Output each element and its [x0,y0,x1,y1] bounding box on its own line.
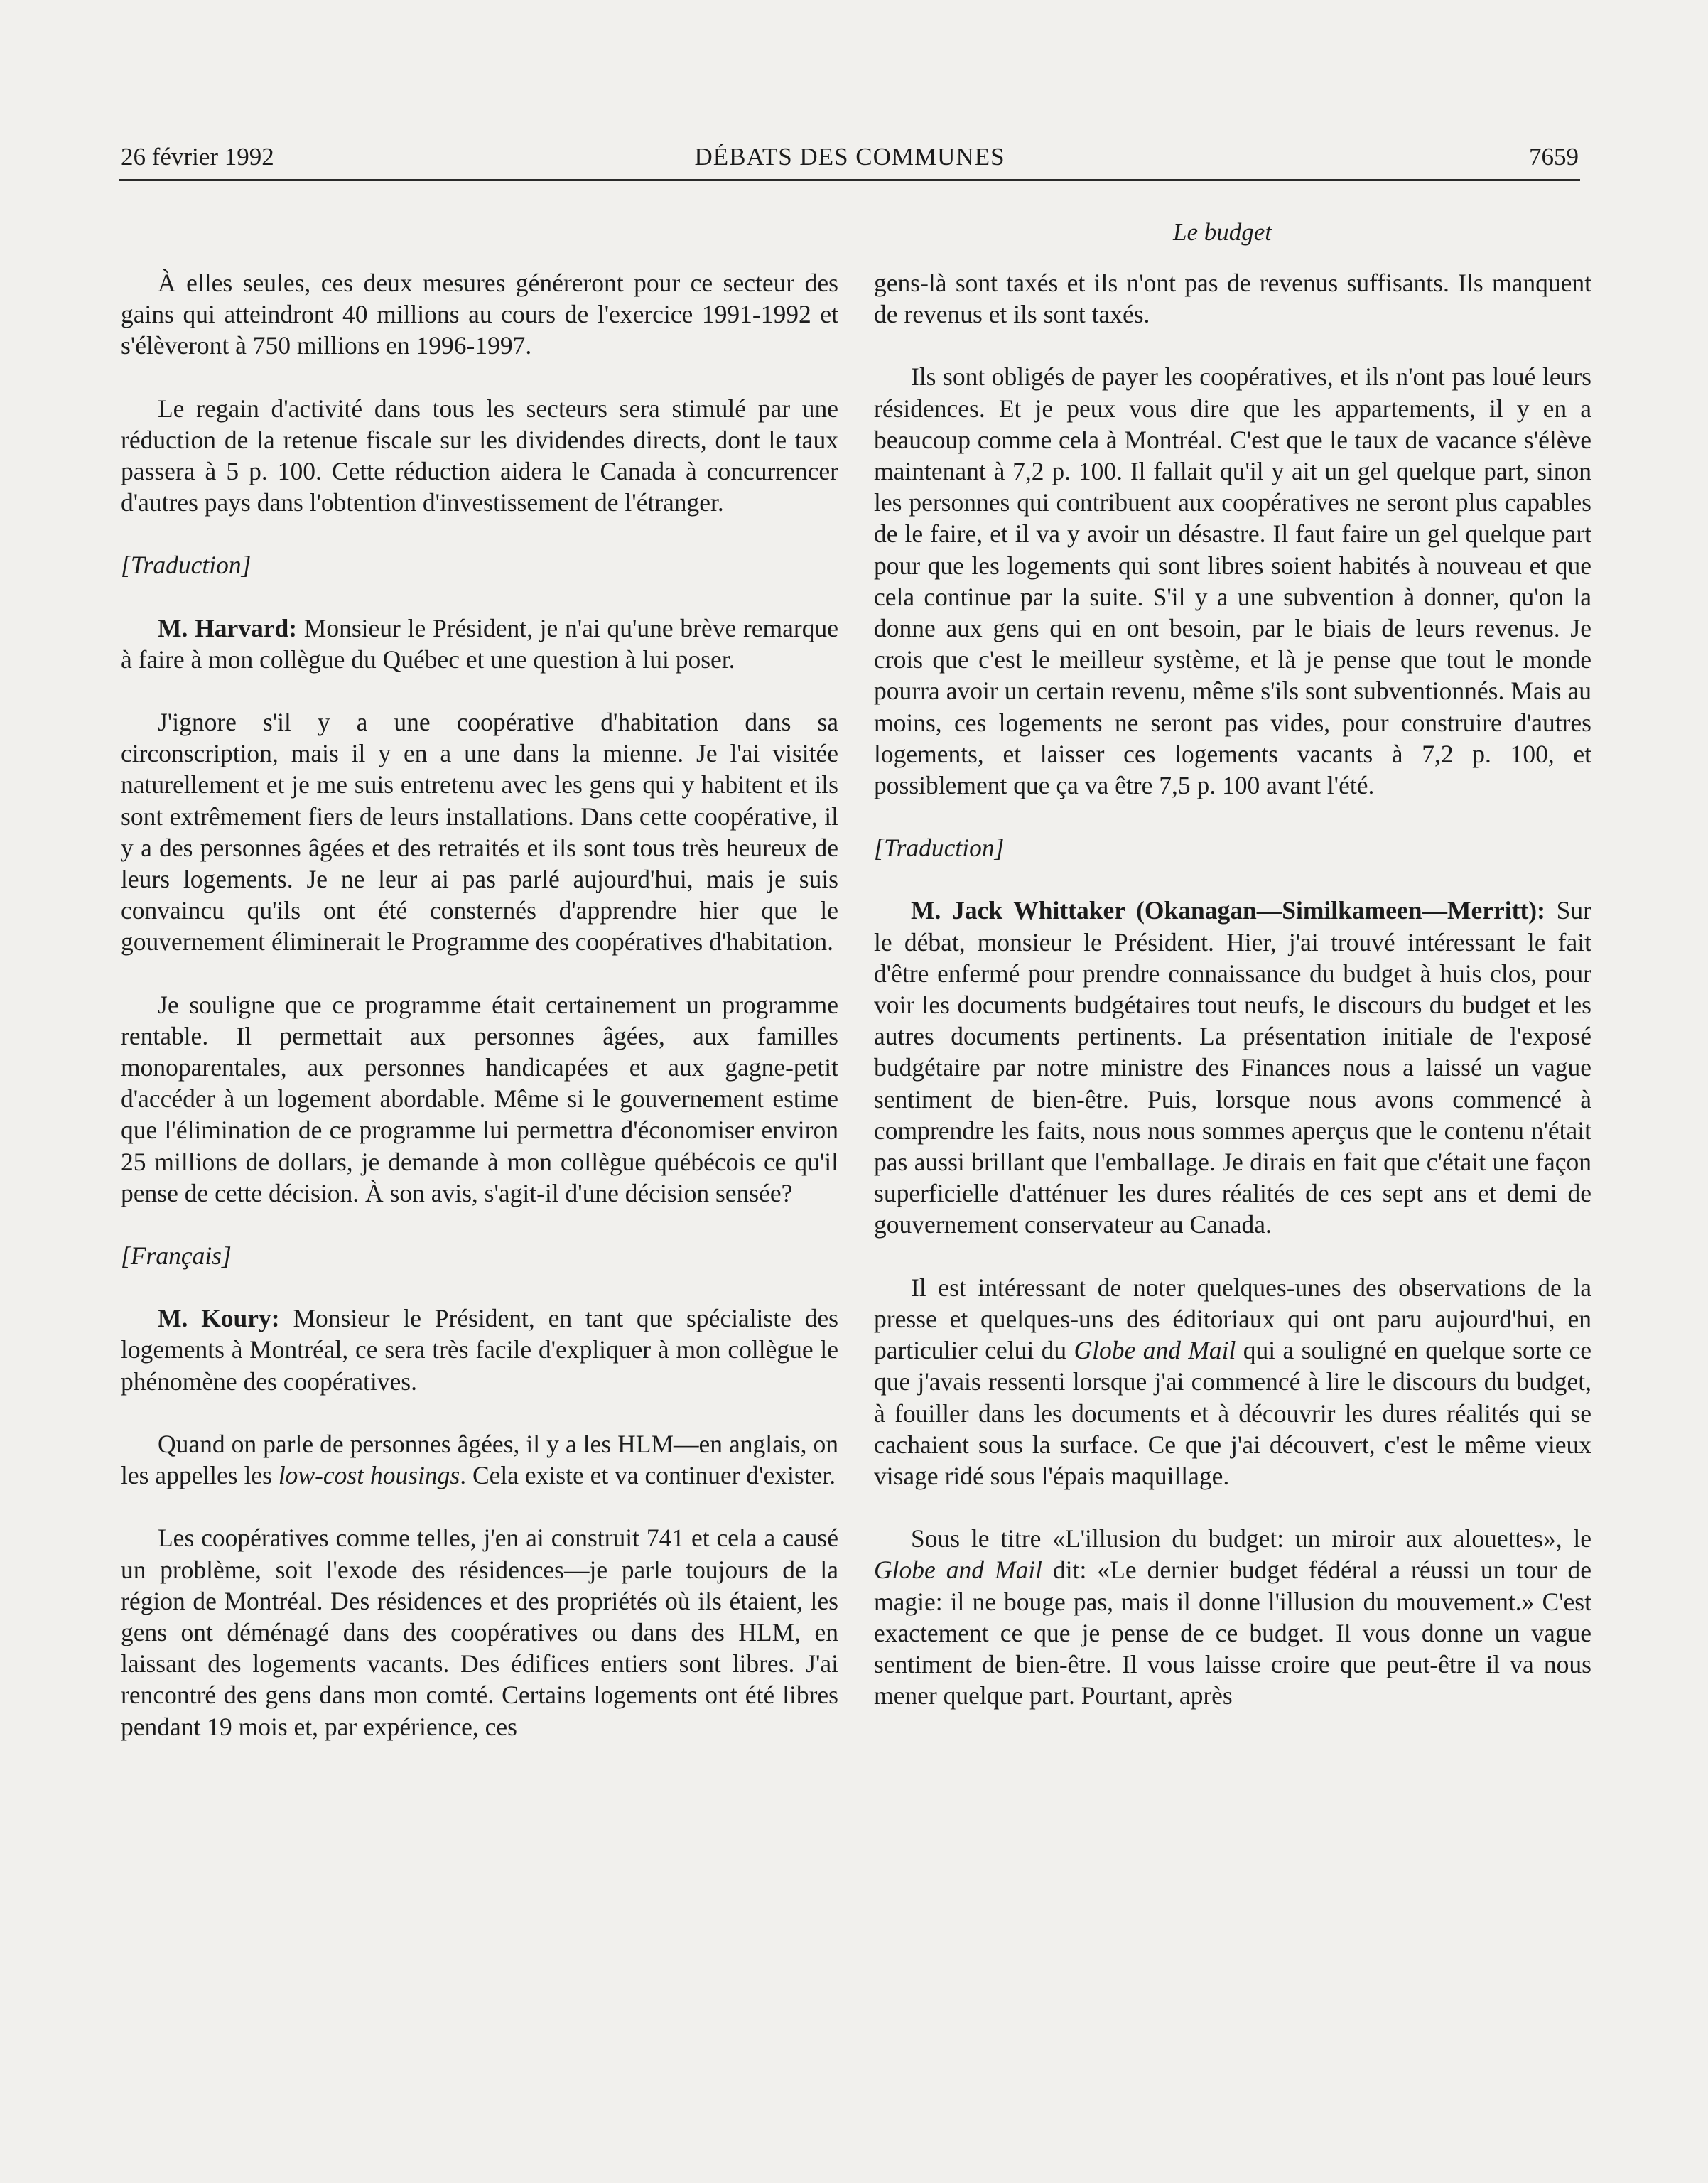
italic-term: Globe and Mail [874,1556,1043,1585]
text-run: Il est intéressant de noter quelques-unes des observations de la presse et quelques-uns des éditoriaux qui ont paru aujourd'hui, en particulier celui du [874,1273,1591,1365]
translation-label: [Traduction] [874,834,1005,863]
paragraph: Les coopératives comme telles, j'en ai construit 741 et cela a causé un problème, soit l'exode des résidences—je parle toujours de la région de Montréal. Des résidences et des propriétés où ils étaient, les gens ont déménagé dans des coopératives ou dans des HLM, en laissant des logements vacants. Des édifices entiers sont libres. J'ai rencontré des gens dans mon comté. Certains logements ont été libres pendant 19 mois et, par expérience, ces [121,1524,838,1741]
paragraph: Je souligne que ce programme était certainement un programme rentable. Il permettait aux personnes âgées, aux familles monoparentales, aux personnes handicapées et aux gagne-petit d'accéder à un logement abordable. Même si le gouvernement estime que l'élimination de ce programme lui permettra d'économiser environ 25 millions de dollars, je demande à mon collègue québécois ce qu'il pense de cette décision. À son avis, s'agit-il d'une décision sensée? [121,990,838,1207]
paragraph: gens-là sont taxés et ils n'ont pas de revenus suffisants. Ils manquent de revenus et ils sont taxés. [874,269,1591,329]
running-header [121,139,1579,175]
speech-text: Monsieur le Président, je n'ai qu'une brève remarque à faire à mon collègue du Québec et une question à lui poser. [121,613,838,674]
text-run: Quand on parle de personnes âgées, il y a les HLM—en anglais, on les appelles les [121,1429,838,1490]
section-title: Le budget [1172,218,1272,246]
text-run: dit: «Le dernier budget fédéral a réussi un tour de magie: il ne bouge pas, mais il donne l'illusion du mouvement.» C'est exactement ce que je pense de ce budget. Il vous donne un vague sentiment de bien-être. Il vous laisse croire que peut-être il va nous mener quelque part. Pourtant, après [874,1556,1592,1710]
right-column [874,267,1591,1711]
speech-text: Sur le débat, monsieur le Président. Hier, j'ai trouvé intéressant le fait d'être enfermé pour prendre connaissance du budget à huis clos, pour voir les documents budgétaires tout neufs, le discours du budget et les autres documents pertinents. La présentation initiale de l'exposé budgétaire par notre ministre des Finances nous a laissé un vague sentiment de bien-être. Puis, lorsque nous avons commencé à comprendre les faits, nous nous sommes aperçus que le contenu n'était pas aussi brillant que l'emballage. Je dirais en fait que c'était une façon superficielle d'atténuer les dures réalités de ces sept ans et demi de gouvernement conservateur au Canada. [874,896,1591,1239]
translation-label: [Français] [121,1241,232,1271]
header-page-number: 7659 [1529,143,1579,171]
italic-term: Globe and Mail [1074,1336,1236,1365]
header-rule [119,179,1580,181]
paragraph: À elles seules, ces deux mesures généreront pour ce secteur des gains qui atteindront 40 millions au cours de l'exercice 1991-1992 et s'élèveront à 750 millions en 1996-1997. [121,269,838,360]
speech-text: Monsieur le Président, en tant que spécialiste des logements à Montréal, ce sera très facile d'expliquer à mon collègue le phénomène des coopératives. [121,1304,838,1396]
italic-term: low-cost housings [278,1461,460,1490]
paragraph [121,613,838,675]
paragraph [874,895,1591,1240]
text-run: qui a souligné en quelque sorte ce que j'avais ressenti lorsque j'ai commencé à lire le discours du budget, à fouiller dans les documents et à découvrir les dures réalités qui se cachaient sous la surface. Ce que j'ai découvert, c'est le même vieux visage ridé sous l'épais maquillage. [874,1336,1591,1490]
paragraph: Ils sont obligés de payer les coopératives, et ils n'ont pas loué leurs résidences. Et je peux vous dire que les appartements, il y en a beaucoup comme cela à Montréal. C'est que le taux de vacance s'élève maintenant à 7,2 p. 100. Il fallait qu'il y ait un gel quelque part, sinon les personnes qui contribuent aux coopératives ne seront plus capables de le faire, et il va y avoir un désastre. Il faut faire un gel quelque part pour que les logements qui sont libres soient habités à nouveau et que cela continue par la suite. S'il y a une subvention à donner, qu'on la donne aux gens qui en ont besoin, par le biais de leurs revenus. Je crois que c'est le meilleur système, et là je pense que tout le monde pourra avoir un certain revenu, même s'ils sont subventionnés. Mais au moins, ces logements ne seront pas vides, pour construire d'autres logements, et laisser ces logements vacants à 7,2 p. 100, et possiblement que ça va être 7,5 p. 100 avant l'été. [874,362,1591,800]
paragraph [874,1272,1591,1492]
speaker-name: M. Koury: [158,1304,280,1333]
left-column [121,267,838,1742]
paragraph: Le regain d'activité dans tous les secteurs sera stimulé par une réduction de la retenue fiscale sur les dividendes directs, dont le taux passera à 5 p. 100. Cette réduction aidera le Canada à concurrencer d'autres pays dans l'obtention d'investissement de l'étranger. [121,394,838,517]
speaker-name: M. Harvard: [158,613,298,642]
translation-label: [Traduction] [121,551,252,580]
text-run: Sous le titre «L'illusion du budget: un miroir aux alouettes», le [911,1524,1591,1553]
paragraph: J'ignore s'il y a une coopérative d'habitation dans sa circonscription, mais il y en a une dans la mienne. Je l'ai visitée naturellement et je me suis entretenu avec les gens qui y habitent et ils sont extrêmement fiers de leurs installations. Dans cette coopérative, il y a des personnes âgées et des retraités et ils sont tous très heureux de leurs logements. Je ne leur ai pas parlé aujourd'hui, mais je suis convaincu qu'ils ont été consternés d'apprendre hier que le gouvernement éliminerait le Programme des coopératives d'habitation. [121,708,838,956]
header-publication: DÉBATS DES COMMUNES [694,143,1005,171]
paragraph [874,1523,1591,1711]
paragraph [121,1303,838,1397]
paragraph [121,1428,838,1491]
text-run: . Cela existe et va continuer d'exister. [460,1461,836,1490]
header-date: 26 février 1992 [121,143,274,171]
speaker-name: M. Jack Whittaker (Okanagan—Similkameen—Merritt): [911,896,1545,925]
